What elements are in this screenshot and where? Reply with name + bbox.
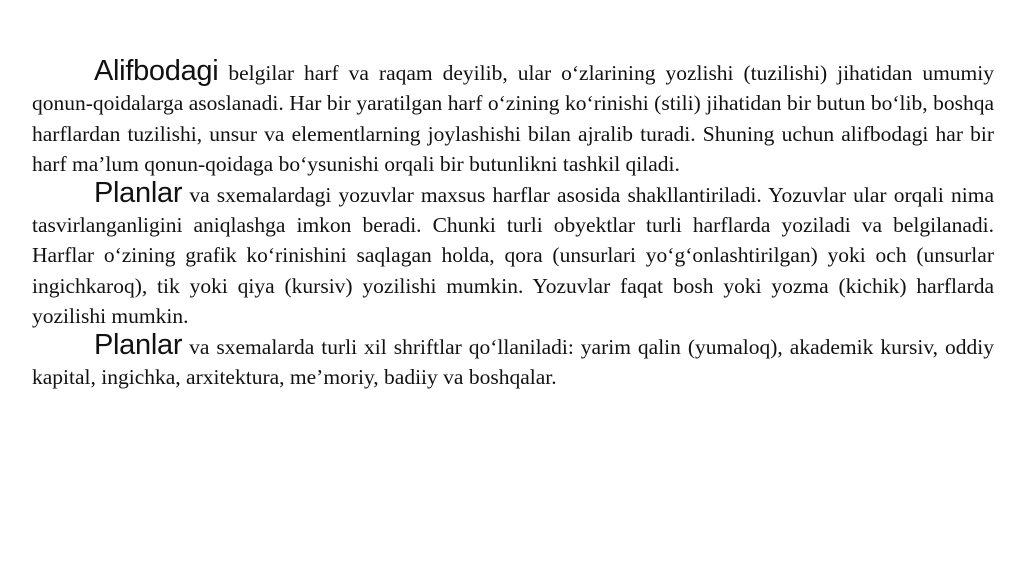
paragraph-text: va sxemalarda turli xil shriftlar qo‘llaniladi: yarim qalin (yumaloq), akademik kursiv, oddiy kapital, ingichka, arxitektura, me’moriy, badiiy va boshqalar. [32, 334, 994, 390]
paragraph-lead-word: Planlar [94, 328, 183, 361]
paragraph-text: va sxemalardagi yozuvlar maxsus harflar asosida shakllantiriladi. Yozuvlar ular orqali nima tasvirlanganligini aniqlashga imkon beradi. Chunki turli obyektlar turli harflarda yoziladi va belgilanadi. Harflar o‘zining grafik ko‘rinishini saqlagan holda, qora (unsurlari yo‘g‘onlashtirilgan) yoki och (unsurlar ingichkaroq), tik yoki qiya (kursiv) yozilishi mumkin. Yozuvlar faqat bosh yoki yozma (kichik) harflarda yozilishi mumkin. [32, 182, 994, 329]
paragraph-lead-word: Planlar [94, 176, 183, 209]
paragraph-planlar-yozuvlar [32, 176, 994, 332]
paragraph-alifbodagi [32, 55, 995, 180]
paragraph-lead-word: Alifbodagi [94, 55, 219, 87]
paragraph-planlar-shriftlar [32, 328, 994, 393]
text-block [32, 55, 995, 392]
paragraph-text: belgilar harf va raqam deyilib, ular o‘zlarining yozlishi (tuzilishi) jihatidan umumiy qonun-qoidalarga asoslanadi. Har bir yaratilgan harf o‘zining ko‘rinishi (stili) jihatidan bir butun bo‘lib, boshqa harflardan tuzilishi, unsur va elementlarning joylashishi bilan ajralib turadi. Shuning uchun alifbodagi har bir harf ma’lum qonun-qoidaga bo‘ysunishi orqali bir butunlikni tashkil qiladi. [32, 61, 995, 177]
